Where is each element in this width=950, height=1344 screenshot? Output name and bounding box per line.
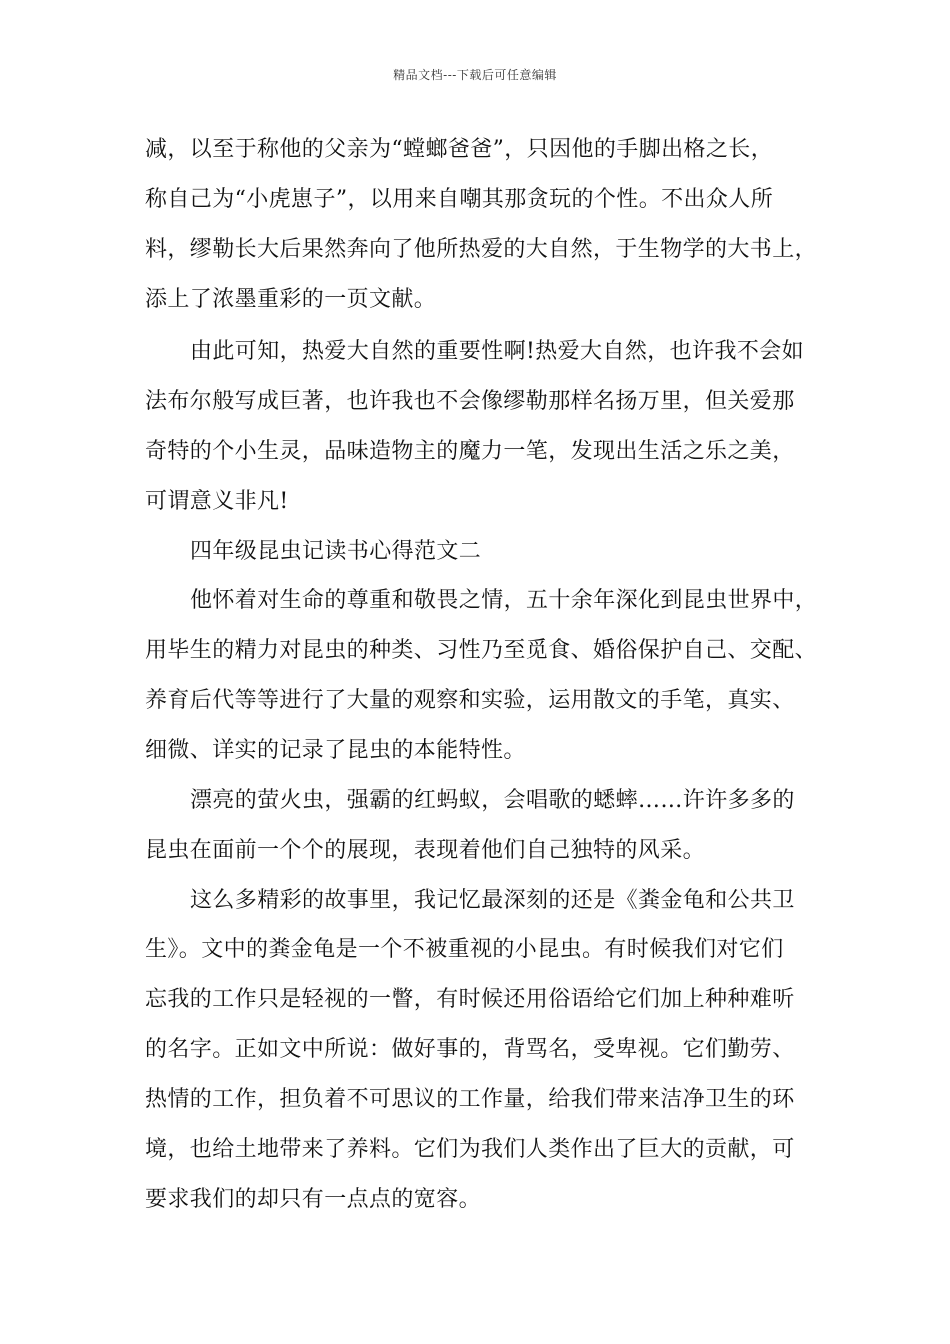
text-line: 细微、详实的记录了昆虫的本能特性。 (145, 738, 526, 763)
text-line: 要求我们的却只有一点点的宽容。 (145, 1187, 482, 1212)
text-line: 由此可知，热爱大自然的重要性啊!热爱大自然，也许我不会如 (190, 339, 805, 364)
text-line: 法布尔般写成巨著，也许我也不会像缪勒那样名扬万里，但关爱那 (145, 389, 795, 414)
text-line: 养育后代等等进行了大量的观察和实验，运用散文的手笔，真实、 (145, 688, 795, 713)
section-heading: 四年级昆虫记读书心得范文二 (190, 539, 482, 564)
text-line: 昆虫在面前一个个的展现，表现着他们自己独特的风采。 (145, 838, 706, 863)
text-line: 生》。文中的粪金龟是一个不被重视的小昆虫。有时候我们对它们 (145, 937, 784, 962)
text-line: 忘我的工作只是轻视的一瞥，有时候还用俗语给它们加上种种难听 (145, 987, 795, 1012)
text-line: 用毕生的精力对昆虫的种类、习性乃至觅食、婚俗保护自己、交配、 (145, 638, 818, 663)
text-line: 的名字。正如文中所说：做好事的，背骂名，受卑视。它们勤劳、 (145, 1037, 795, 1062)
text-line: 境，也给土地带来了养料。它们为我们人类作出了巨大的贡献，可 (145, 1137, 795, 1162)
text-line: 减，以至于称他的父亲为“螳螂爸爸”，只因他的手脚出格之长， (145, 137, 774, 162)
text-line: 这么多精彩的故事里，我记忆最深刻的还是《粪金龟和公共卫 (190, 888, 795, 913)
page-header: 精品文档---下载后可任意编辑 (393, 68, 557, 82)
text-line: 漂亮的萤火虫，强霸的红蚂蚁，会唱歌的蟋蟀……许许多多的 (190, 788, 795, 813)
text-line: 热情的工作，担负着不可思议的工作量，给我们带来洁净卫生的环 (145, 1087, 795, 1112)
text-line: 他怀着对生命的尊重和敬畏之情，五十余年深化到昆虫世界中， (190, 588, 818, 613)
text-line: 可谓意义非凡! (145, 489, 289, 514)
text-line: 称自己为“小虎崽子”，以用来自嘲其那贪玩的个性。不出众人所 (145, 187, 774, 212)
text-line: 添上了浓墨重彩的一页文献。 (145, 287, 437, 312)
text-line: 奇特的个小生灵，品味造物主的魔力一笔，发现出生活之乐之美， (145, 439, 795, 464)
text-line: 料，缪勒长大后果然奔向了他所热爱的大自然，于生物学的大书上， (145, 237, 818, 262)
